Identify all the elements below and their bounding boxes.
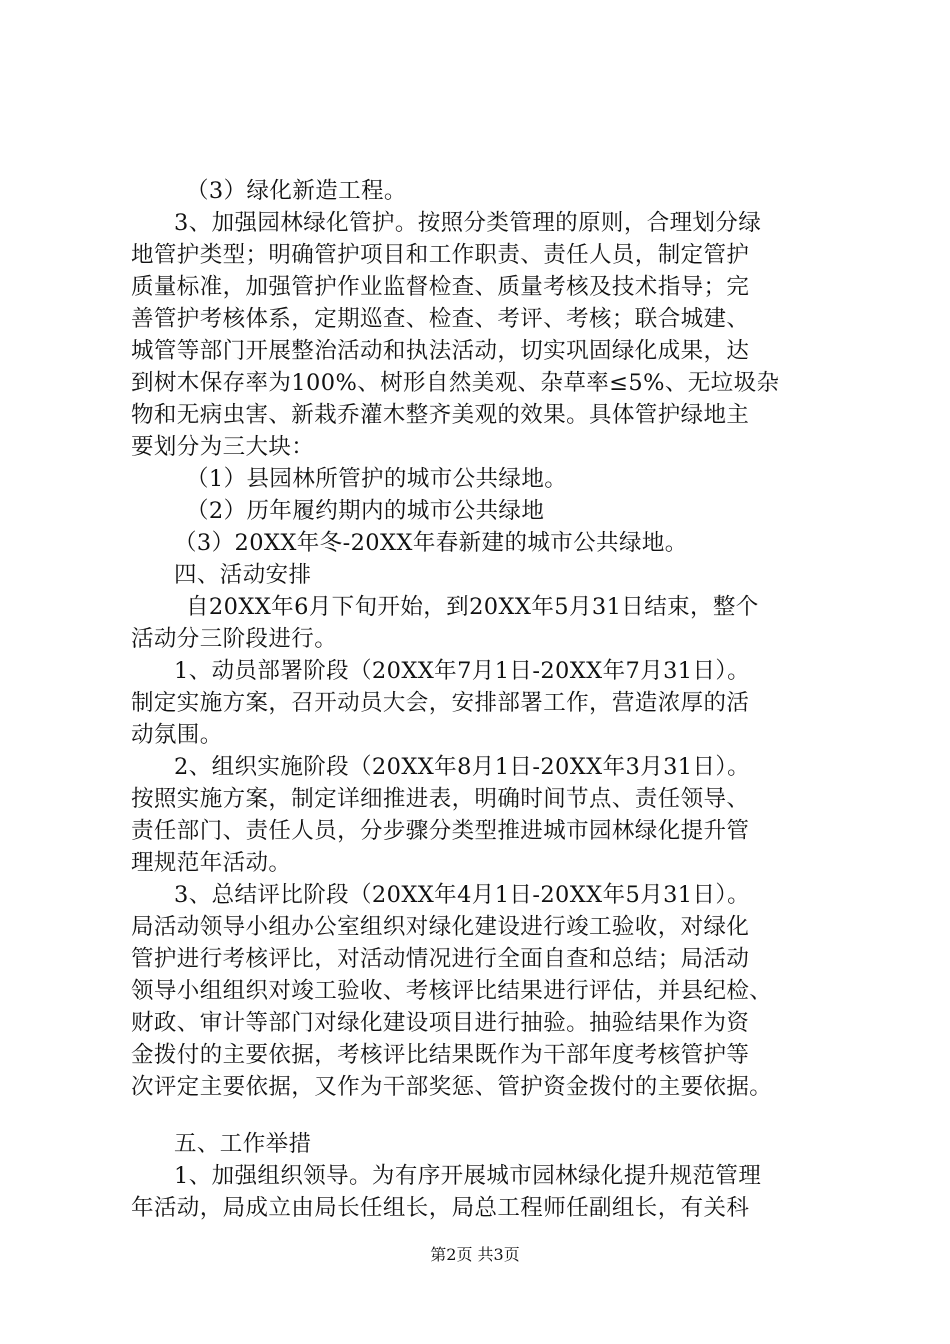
text-line: 按照实施方案，制定详细推进表，明确时间节点、责任领导、 — [131, 786, 750, 812]
text-line: 管护进行考核评比，对活动情况进行全面自查和总结；局活动 — [131, 946, 750, 972]
text-line: 1、动员部署阶段（20XX年7月1日-20XX年7月31日）。 — [174, 658, 750, 684]
text-line: 2、组织实施阶段（20XX年8月1日-20XX年3月31日）。 — [174, 754, 750, 780]
text-line: 3、总结评比阶段（20XX年4月1日-20XX年5月31日）。 — [174, 882, 750, 908]
text-line: 动氛围。 — [131, 722, 223, 748]
text-line: 责任部门、责任人员，分步骤分类型推进城市园林绿化提升管 — [131, 818, 750, 844]
text-line: 1、加强组织领导。为有序开展城市园林绿化提升规范管理 — [174, 1163, 762, 1189]
text-line: 活动分三阶段进行。 — [131, 626, 338, 652]
text-line: 年活动，局成立由局长任组长，局总工程师任副组长，有关科 — [131, 1195, 750, 1221]
text-line: 质量标准，加强管护作业监督检查、质量考核及技术指导；完 — [131, 274, 750, 300]
text-line: 到树木保存率为100%、树形自然美观、杂草率≤5%、无垃圾杂 — [131, 370, 780, 396]
text-line: 金拨付的主要依据，考核评比结果既作为干部年度考核管护等 — [131, 1042, 750, 1068]
text-line: 城管等部门开展整治活动和执法活动，切实巩固绿化成果，达 — [131, 338, 750, 364]
page-number-footer: 第2页 共3页 — [430, 1245, 520, 1264]
text-line: 善管护考核体系，定期巡查、检查、考评、考核；联合城建、 — [131, 306, 750, 332]
section-heading: 五、工作举措 — [174, 1131, 312, 1157]
section-heading: 四、活动安排 — [174, 562, 312, 588]
text-line: 局活动领导小组办公室组织对绿化建设进行竣工验收，对绿化 — [131, 914, 750, 940]
text-line: 理规范年活动。 — [131, 850, 292, 876]
text-line: 3、加强园林绿化管护。按照分类管理的原则，合理划分绿 — [174, 210, 762, 236]
text-line: （3）20XX年冬-20XX年春新建的城市公共绿地。 — [174, 530, 688, 556]
text-line: 地管护类型；明确管护项目和工作职责、责任人员，制定管护 — [131, 242, 750, 268]
text-line: 次评定主要依据，又作为干部奖惩、管护资金拨付的主要依据。 — [131, 1074, 773, 1100]
text-line: （2）历年履约期内的城市公共绿地 — [186, 498, 545, 524]
text-line: 制定实施方案，召开动员大会，安排部署工作，营造浓厚的活 — [131, 690, 750, 716]
text-line: （1）县园林所管护的城市公共绿地。 — [186, 466, 568, 492]
text-line: 领导小组组织对竣工验收、考核评比结果进行评估，并县纪检、 — [131, 978, 773, 1004]
text-line: 要划分为三大块： — [131, 434, 315, 460]
text-line: 自20XX年6月下旬开始，到20XX年5月31日结束，整个 — [186, 594, 759, 620]
text-line: （3）绿化新造工程。 — [186, 178, 407, 204]
text-line: 物和无病虫害、新栽乔灌木整齐美观的效果。具体管护绿地主 — [131, 402, 750, 428]
text-line: 财政、审计等部门对绿化建设项目进行抽验。抽验结果作为资 — [131, 1010, 750, 1036]
